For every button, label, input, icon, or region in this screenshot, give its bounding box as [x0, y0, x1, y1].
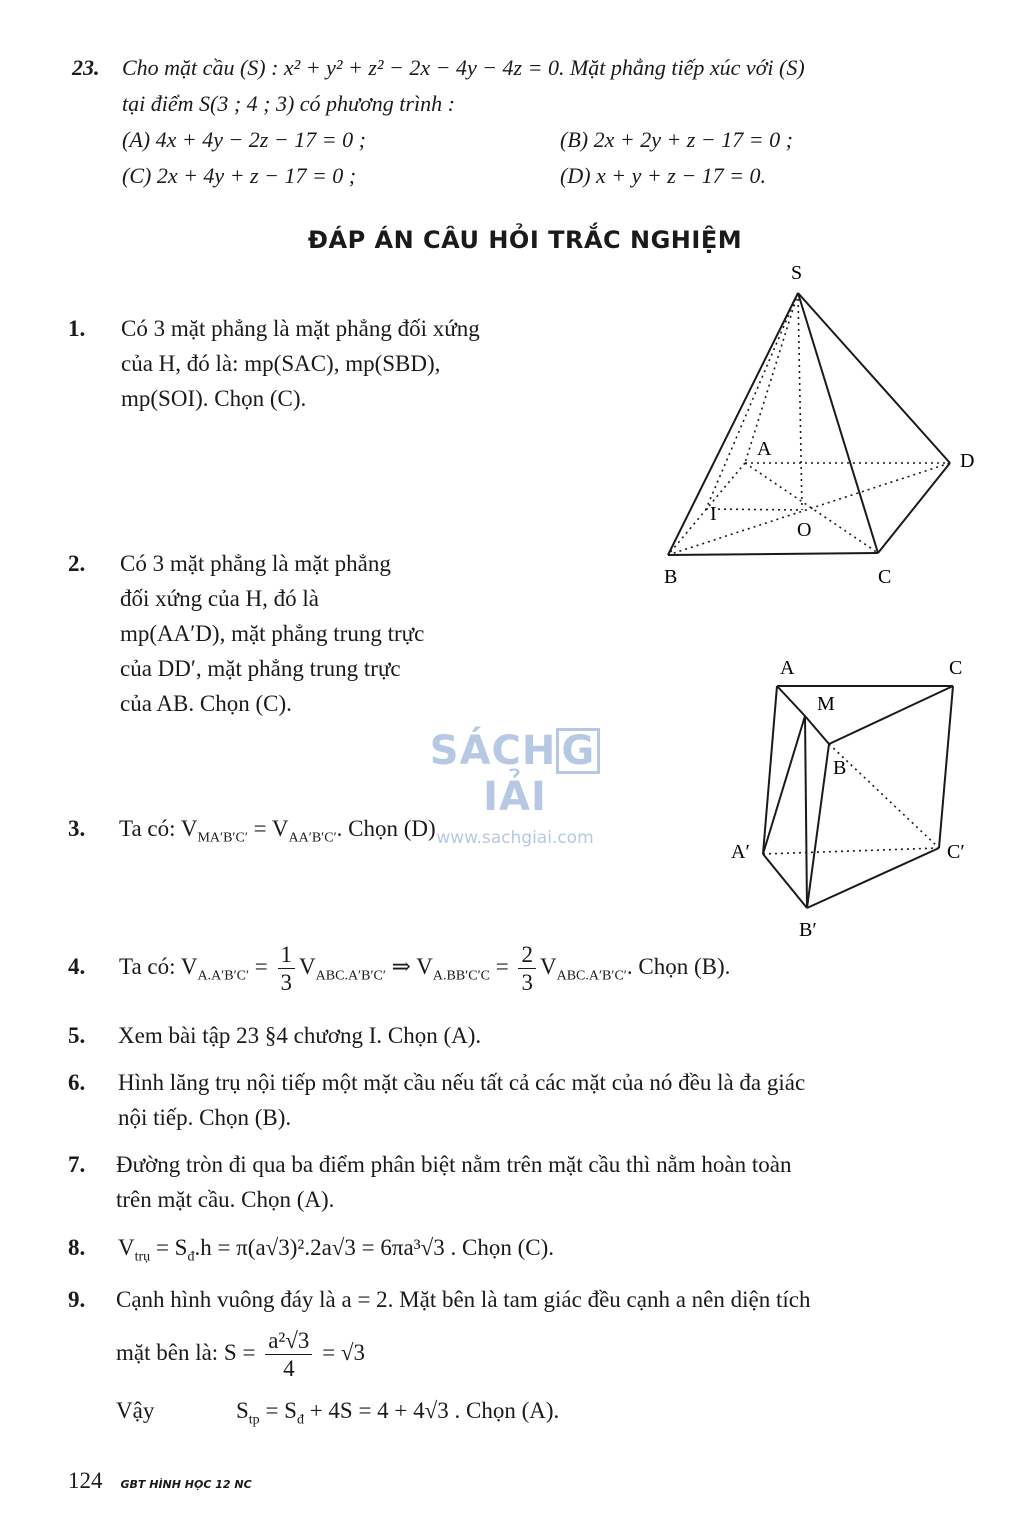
answer-line: đối xứng của H, đó là: [120, 586, 319, 611]
pyramid-figure: [650, 255, 990, 595]
answer-line: Có 3 mặt phẳng là mặt phẳng: [120, 551, 391, 576]
page-number: 124: [68, 1468, 103, 1493]
option-c: (C) 2x + 4y + z − 17 = 0 ;: [122, 163, 357, 188]
question-line-2: tại điểm S(3 ; 4 ; 3) có phương trình :: [122, 91, 455, 116]
answer-number: 9.: [68, 1287, 86, 1312]
label-c-prime: C′: [947, 841, 965, 863]
answer-9: [68, 1282, 988, 1438]
label-b: B: [833, 757, 847, 779]
question-line-1: Cho mặt cầu (S) : x² + y² + z² − 2x − 4y − 4z = 0. Mặt phẳng tiếp xúc với (S): [122, 55, 805, 80]
answer-number: 1.: [68, 316, 86, 341]
answer-4: 4. Ta có: $V_{A.A'B'C'}$ = $\frac{1}{3}$ $V_{ABC.A'B'C'}$ ⇒ $V_{A.BB'C'C}$ = $\frac{2}{3}$ $V_{ABC.A'B'C'}$. Chọn (B).: [68, 935, 1024, 1009]
label-c: C: [949, 657, 963, 679]
answer-number: 8.: [68, 1235, 86, 1260]
option-d: (D) x + y + z − 17 = 0.: [560, 163, 767, 188]
answer-line: Xem bài tập 23 §4 chương I. Chọn (A).: [118, 1023, 482, 1048]
answer-number: 7.: [68, 1152, 86, 1177]
section-heading: ĐÁP ÁN CÂU HỎI TRẮC NGHIỆM: [307, 226, 743, 254]
label-o: O: [797, 519, 812, 541]
fraction-area: $\frac{\text{a²√3}}{4}$: [265, 1327, 312, 1382]
answer-line: của H, đó là: mp(SAC), mp(SBD),: [121, 351, 441, 376]
fraction-one-third: $\frac{1}{3}$: [278, 941, 296, 996]
answer-2: [68, 546, 588, 721]
label-a: A: [780, 657, 795, 679]
answer-8: 8. $V_{trụ} = S_đ.h = \pi(a√3)^2.2a√3 = 6\pi a^3√3$ . Chọn (C).: [68, 1230, 554, 1275]
book-title: GBT HÌNH HỌC 12 NC: [120, 1478, 252, 1491]
answer-line: Vậy $S_{tp} = S_đ + 4S = 4 + 4√3$ . Chọn (A).: [116, 1398, 560, 1428]
answer-line: của DD′, mặt phẳng trung trực: [120, 656, 401, 681]
answer-number: 4.: [68, 954, 86, 979]
label-c: C: [878, 566, 892, 588]
option-b: (B) 2x + 2y + z − 17 = 0 ;: [560, 127, 793, 152]
answer-line: Đường tròn đi qua ba điểm phân biệt nằm trên mặt cầu thì nằm hoàn toàn: [116, 1152, 792, 1177]
question-23: [72, 50, 992, 194]
label-d: D: [960, 450, 975, 472]
label-a-prime: A′: [731, 841, 750, 863]
answer-line: Có 3 mặt phẳng là mặt phẳng đối xứng: [121, 316, 480, 341]
label-s: S: [791, 262, 803, 284]
watermark: [410, 728, 620, 848]
question-number: 23.: [72, 55, 100, 80]
answer-line: mặt bên là: S = $\frac{\text{a²√3}}{4}$ = √3: [116, 1328, 366, 1382]
watermark-url: www.sachgiai.com: [436, 828, 594, 848]
label-i: I: [710, 503, 717, 525]
page-footer: [68, 1468, 252, 1494]
answer-line: Hình lăng trụ nội tiếp một mặt cầu nếu tất cả các mặt của nó đều là đa giác: [118, 1070, 806, 1095]
answer-number: 2.: [68, 551, 86, 576]
answer-1: [68, 311, 588, 416]
answer-number: 3.: [68, 816, 86, 841]
option-a: (A) 4x + 4y − 2z − 17 = 0 ;: [122, 127, 366, 152]
answer-number: 5.: [68, 1023, 86, 1048]
label-b-prime: B′: [799, 919, 817, 941]
answer-number: 6.: [68, 1070, 86, 1095]
answer-7: [68, 1147, 988, 1217]
answer-6: [68, 1065, 988, 1135]
answer-line: Cạnh hình vuông đáy là a = 2. Mặt bên là tam giác đều cạnh a nên diện tích: [116, 1287, 811, 1312]
label-m: M: [817, 693, 835, 715]
fraction-two-thirds: $\frac{2}{3}$: [518, 941, 536, 996]
answer-line: trên mặt cầu. Chọn (A).: [116, 1187, 335, 1212]
answer-line: của AB. Chọn (C).: [120, 691, 292, 716]
answer-5: [68, 1018, 481, 1053]
answer-3: 3. Ta có: $V_{MA'B'C'} = V_{AA'B'C'}$. Chọn (D): [68, 811, 436, 856]
prism-figure: [725, 650, 985, 950]
answer-line: mp(AA′D), mặt phẳng trung trực: [120, 621, 425, 646]
label-b: B: [664, 566, 678, 588]
watermark-logo: SÁCH GIẢI: [410, 728, 620, 820]
answer-line: nội tiếp. Chọn (B).: [118, 1105, 292, 1130]
label-a: A: [757, 438, 772, 460]
answer-line: mp(SOI). Chọn (C).: [121, 386, 307, 411]
